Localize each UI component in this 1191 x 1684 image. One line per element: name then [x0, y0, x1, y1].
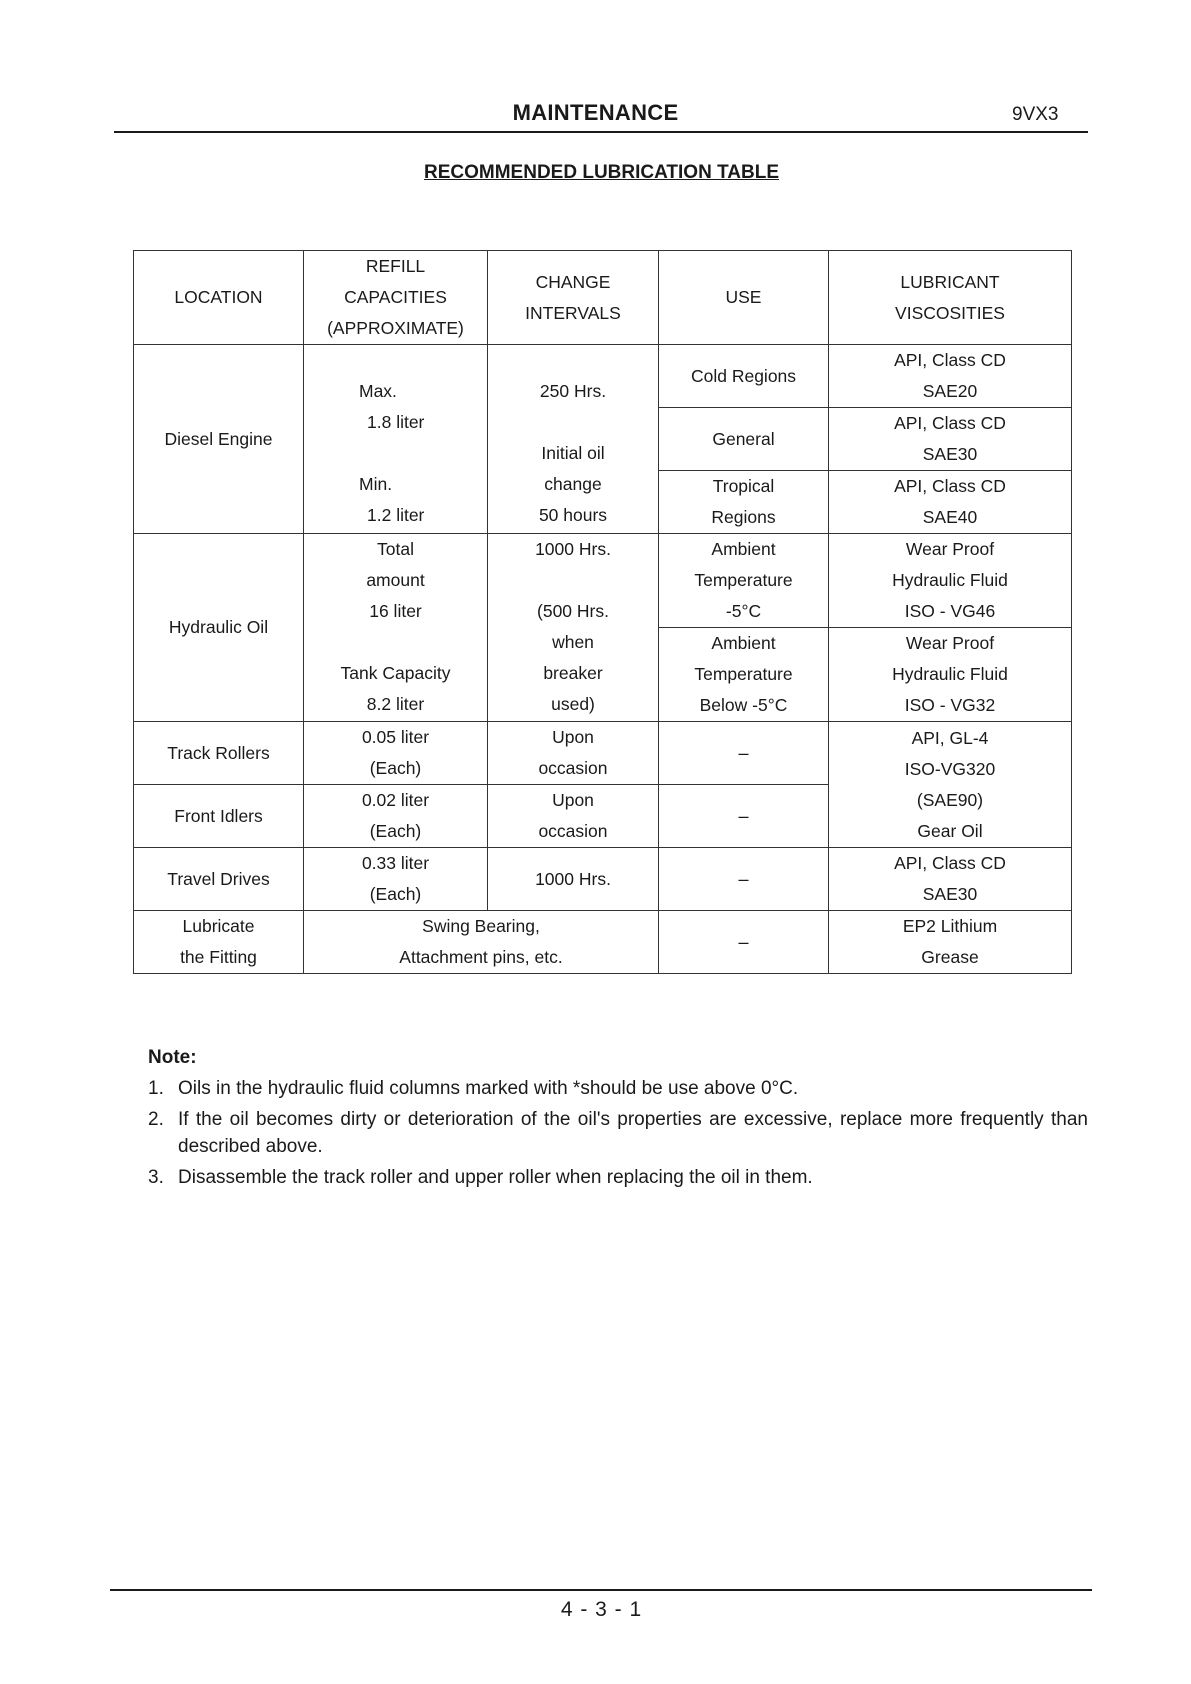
header-refill-line: REFILL — [365, 256, 426, 276]
diesel-use-label: Cold Regions — [690, 365, 797, 386]
hydraulic-change-line: breaker — [543, 663, 603, 683]
track-rollers-refill — [304, 722, 488, 785]
track-rollers-use — [659, 722, 829, 785]
track-rollers-use-dash: – — [738, 742, 749, 763]
note-item — [148, 1164, 1088, 1191]
note-text: Disassemble the track roller and upper roller when replacing the oil in them. — [178, 1167, 813, 1188]
hydraulic-oil-row — [134, 534, 1072, 628]
lubrication-table — [133, 250, 1072, 974]
travel-drives-lubricant-line: API, Class CD — [894, 853, 1006, 873]
hydraulic-lubricant-cold — [829, 628, 1072, 722]
travel-drives-lubricant — [829, 848, 1072, 911]
diesel-refill-line: Min. — [359, 474, 393, 494]
lubricate-lubricant — [829, 911, 1072, 974]
diesel-change-line: 50 hours — [538, 505, 608, 525]
diesel-refill — [304, 345, 488, 534]
hydraulic-use-warm — [659, 534, 829, 628]
track-rollers-refill-line: (Each) — [369, 758, 422, 778]
diesel-refill-line: Max. — [359, 381, 397, 401]
gear-oil-line: ISO-VG320 — [904, 758, 996, 779]
table-header-row — [134, 251, 1072, 345]
lubricate-lubricant-line: EP2 Lithium — [902, 916, 998, 936]
track-rollers-change-line: occasion — [538, 758, 608, 778]
diesel-use-general — [659, 408, 829, 471]
header-change — [488, 251, 659, 345]
diesel-lubricant-cold — [829, 345, 1072, 408]
front-idlers-use — [659, 785, 829, 848]
travel-drives-location-label: Travel Drives — [167, 868, 270, 889]
footer-divider — [110, 1589, 1092, 1591]
header-change-line: INTERVALS — [525, 302, 621, 323]
hydraulic-lubricant-line: Hydraulic Fluid — [892, 570, 1008, 590]
track-rollers-change-line: Upon — [552, 727, 594, 747]
hydraulic-use-line: Ambient — [711, 633, 776, 653]
header-change-line: CHANGE — [535, 271, 611, 292]
lubricate-points-line: Swing Bearing, — [422, 916, 540, 936]
diesel-lubricant-line: API, Class CD — [894, 476, 1006, 496]
note-text: Oils in the hydraulic fluid columns marked with *should be use above 0°C. — [178, 1078, 799, 1099]
note-number: 2. — [148, 1109, 164, 1130]
diesel-change-line: 250 Hrs. — [539, 381, 607, 401]
hydraulic-change — [488, 534, 659, 722]
hydraulic-lubricant-warm — [829, 534, 1072, 628]
front-idlers-location-label: Front Idlers — [174, 805, 263, 826]
hydraulic-refill-line: Tank Capacity — [340, 663, 451, 683]
front-idlers-refill-line: 0.02 liter — [361, 790, 430, 810]
diesel-lubricant-line: SAE20 — [922, 381, 978, 401]
diesel-use-tropical — [659, 471, 829, 534]
travel-drives-use-dash: – — [738, 868, 749, 889]
hydraulic-lubricant-line: ISO - VG46 — [904, 601, 996, 621]
header-location-label: LOCATION — [174, 287, 263, 307]
travel-drives-location — [134, 848, 304, 911]
gear-oil-lubricant — [829, 722, 1072, 848]
diesel-location-label: Diesel Engine — [164, 428, 273, 449]
notes-heading: Note: — [148, 1047, 197, 1068]
diesel-lubricant-line: API, Class CD — [894, 350, 1006, 370]
gear-oil-line: (SAE90) — [916, 789, 984, 810]
hydraulic-refill-line: Total — [377, 539, 414, 559]
document-code: 9VX3 — [1012, 104, 1059, 125]
diesel-lubricant-line: SAE30 — [922, 444, 978, 464]
lubricate-fitting-row — [134, 911, 1072, 974]
track-rollers-refill-line: 0.05 liter — [361, 727, 430, 747]
travel-drives-use — [659, 848, 829, 911]
lubricate-lubricant-line: Grease — [921, 947, 979, 967]
diesel-change-line: change — [544, 474, 602, 494]
table-title: RECOMMENDED LUBRICATION TABLE — [424, 162, 779, 183]
diesel-use-cold — [659, 345, 829, 408]
diesel-change — [488, 345, 659, 534]
front-idlers-change — [488, 785, 659, 848]
header-divider — [114, 131, 1088, 133]
lubricate-use-dash: – — [738, 931, 749, 952]
page-number: 4 - 3 - 1 — [560, 1598, 643, 1621]
note-text: If the oil becomes dirty or deterioration of the oil's properties are excessive, replace more frequently than described above. — [178, 1109, 1088, 1157]
diesel-use-label: General — [712, 428, 775, 449]
front-idlers-change-line: Upon — [552, 790, 594, 810]
hydraulic-location — [134, 534, 304, 722]
lubricate-location — [134, 911, 304, 974]
front-idlers-change-line: occasion — [538, 821, 608, 841]
lubricate-use — [659, 911, 829, 974]
hydraulic-location-label: Hydraulic Oil — [168, 617, 269, 637]
front-idlers-location — [134, 785, 304, 848]
gear-oil-line: API, GL-4 — [911, 727, 989, 748]
note-item — [148, 1106, 1088, 1160]
header-use — [659, 251, 829, 345]
lubricate-points — [304, 911, 659, 974]
diesel-use-label: Tropical — [712, 476, 775, 496]
gear-oil-line: Gear Oil — [917, 820, 983, 841]
page-header-title: MAINTENANCE — [512, 100, 679, 125]
lubricate-location-line: Lubricate — [182, 916, 255, 936]
notes-section — [148, 1047, 1088, 1195]
hydraulic-lubricant-line: Hydraulic Fluid — [892, 664, 1008, 684]
diesel-lubricant-line: API, Class CD — [894, 413, 1006, 433]
hydraulic-use-line: Below -5°C — [699, 695, 788, 715]
diesel-lubricant-general — [829, 408, 1072, 471]
diesel-use-label: Regions — [711, 507, 776, 527]
diesel-lubricant-line: SAE40 — [922, 507, 978, 527]
hydraulic-lubricant-line: Wear Proof — [905, 539, 995, 559]
hydraulic-change-line: (500 Hrs. — [537, 601, 609, 621]
track-rollers-location-label: Track Rollers — [167, 742, 270, 763]
travel-drives-refill-line: (Each) — [369, 884, 422, 904]
hydraulic-use-line: Ambient — [711, 539, 776, 559]
header-use-label: USE — [725, 287, 762, 307]
travel-drives-change-line: 1000 Hrs. — [535, 868, 611, 889]
hydraulic-change-line: when — [552, 632, 594, 652]
note-number: 1. — [148, 1078, 164, 1099]
hydraulic-use-line: Temperature — [694, 570, 793, 590]
front-idlers-use-dash: – — [738, 805, 749, 826]
note-item — [148, 1075, 1088, 1102]
travel-drives-refill-line: 0.33 liter — [361, 853, 430, 873]
front-idlers-refill-line: (Each) — [369, 821, 422, 841]
note-number: 3. — [148, 1167, 164, 1188]
header-refill-line: CAPACITIES — [344, 287, 447, 307]
diesel-lubricant-tropical — [829, 471, 1072, 534]
hydraulic-refill-line: 8.2 liter — [366, 694, 425, 714]
header-refill — [304, 251, 488, 345]
hydraulic-refill-line: amount — [366, 570, 425, 590]
header-lubricant-line: LUBRICANT — [900, 271, 1000, 292]
travel-drives-row — [134, 848, 1072, 911]
hydraulic-refill-line: 16 liter — [369, 601, 422, 621]
front-idlers-refill — [304, 785, 488, 848]
hydraulic-use-line: Temperature — [694, 664, 793, 684]
hydraulic-use-line: -5°C — [725, 601, 762, 621]
diesel-location — [134, 345, 304, 534]
header-lubricant-line: VISCOSITIES — [895, 302, 1005, 323]
track-rollers-row — [134, 722, 1072, 785]
lubricate-location-line: the Fitting — [180, 947, 257, 967]
diesel-refill-line: 1.8 liter — [367, 412, 425, 432]
track-rollers-location — [134, 722, 304, 785]
hydraulic-lubricant-line: ISO - VG32 — [904, 695, 996, 715]
lubricate-points-line: Attachment pins, etc. — [399, 947, 563, 967]
diesel-change-line: Initial oil — [541, 443, 605, 463]
header-location — [134, 251, 304, 345]
track-rollers-change — [488, 722, 659, 785]
travel-drives-refill — [304, 848, 488, 911]
hydraulic-change-line: 1000 Hrs. — [535, 539, 611, 559]
diesel-refill-line: 1.2 liter — [367, 505, 425, 525]
hydraulic-lubricant-line: Wear Proof — [905, 633, 995, 653]
travel-drives-change — [488, 848, 659, 911]
travel-drives-lubricant-line: SAE30 — [922, 884, 978, 904]
header-lubricant — [829, 251, 1072, 345]
header-refill-line: (APPROXIMATE) — [327, 318, 464, 338]
diesel-engine-row — [134, 345, 1072, 408]
hydraulic-refill — [304, 534, 488, 722]
hydraulic-change-line: used) — [551, 694, 595, 714]
hydraulic-use-cold — [659, 628, 829, 722]
